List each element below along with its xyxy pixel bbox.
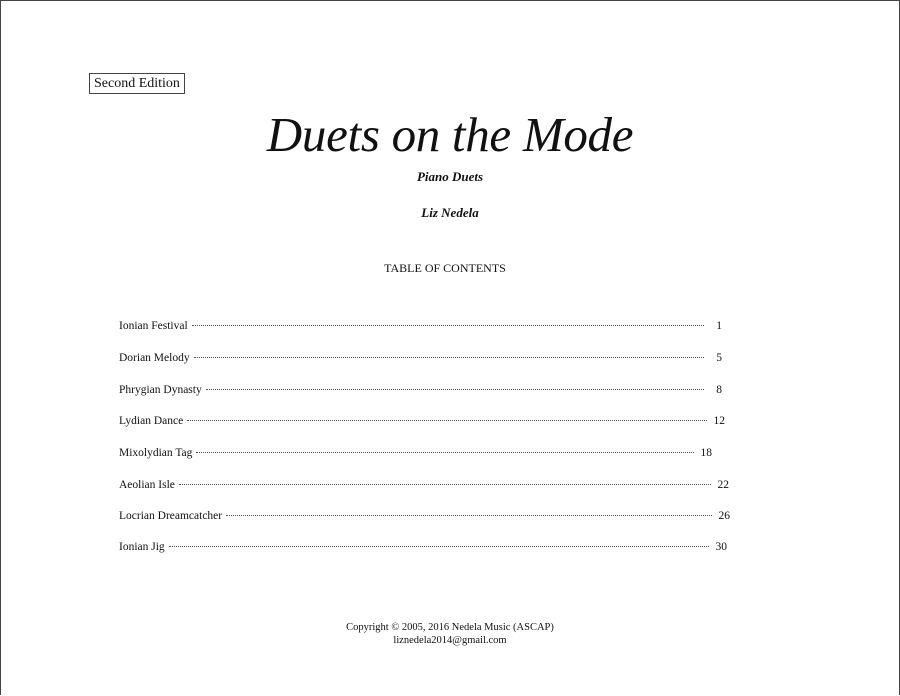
document-title: Duets on the Mode xyxy=(266,107,634,162)
toc-entry xyxy=(119,508,730,524)
toc-entry-page: 22 xyxy=(717,479,729,491)
toc-leader-dots xyxy=(206,389,704,390)
toc-entry-page: 8 xyxy=(716,384,722,396)
toc-heading: TABLE OF CONTENTS xyxy=(384,261,506,275)
toc-leader-dots xyxy=(226,515,712,516)
toc-entry xyxy=(119,413,725,429)
toc-entry-title: Ionian Festival xyxy=(119,320,188,332)
toc-entry-title: Locrian Dreamcatcher xyxy=(119,510,223,522)
toc-entry xyxy=(119,445,712,461)
toc-leader-dots xyxy=(192,325,704,326)
toc-entry-page: 26 xyxy=(718,510,730,522)
toc-entry-title: Lydian Dance xyxy=(119,415,184,427)
toc-entry-title: Phrygian Dynasty xyxy=(119,384,202,396)
toc-entry-title: Mixolydian Tag xyxy=(119,447,193,459)
toc-entry xyxy=(119,382,722,398)
edition-label: Second Edition xyxy=(89,73,185,94)
toc-leader-dots xyxy=(187,420,707,421)
toc-entry xyxy=(119,350,722,366)
toc-entry-page: 30 xyxy=(715,541,727,553)
copyright-notice: Copyright © 2005, 2016 Nedela Music (ASCAP) xyxy=(346,622,554,633)
toc-entry-page: 1 xyxy=(716,320,722,332)
toc-leader-dots xyxy=(194,357,704,358)
toc-entry-title: Aeolian Isle xyxy=(119,479,175,491)
toc-entry-title: Dorian Melody xyxy=(119,352,190,364)
document-subtitle: Piano Duets xyxy=(416,169,484,184)
toc-leader-dots xyxy=(196,452,694,453)
toc-entry-title: Ionian Jig xyxy=(119,541,165,553)
toc-leader-dots xyxy=(169,546,709,547)
toc-leader-dots xyxy=(179,484,711,485)
toc-entry-page: 12 xyxy=(713,415,725,427)
toc-entry-page: 18 xyxy=(700,447,712,459)
toc-entry xyxy=(119,477,729,493)
toc-entry xyxy=(119,318,722,334)
toc-entry-page: 5 xyxy=(716,352,722,364)
toc-entry xyxy=(119,539,727,555)
contact-email: liznedela2014@gmail.com xyxy=(393,635,507,646)
author-name: Liz Nedela xyxy=(421,205,479,220)
